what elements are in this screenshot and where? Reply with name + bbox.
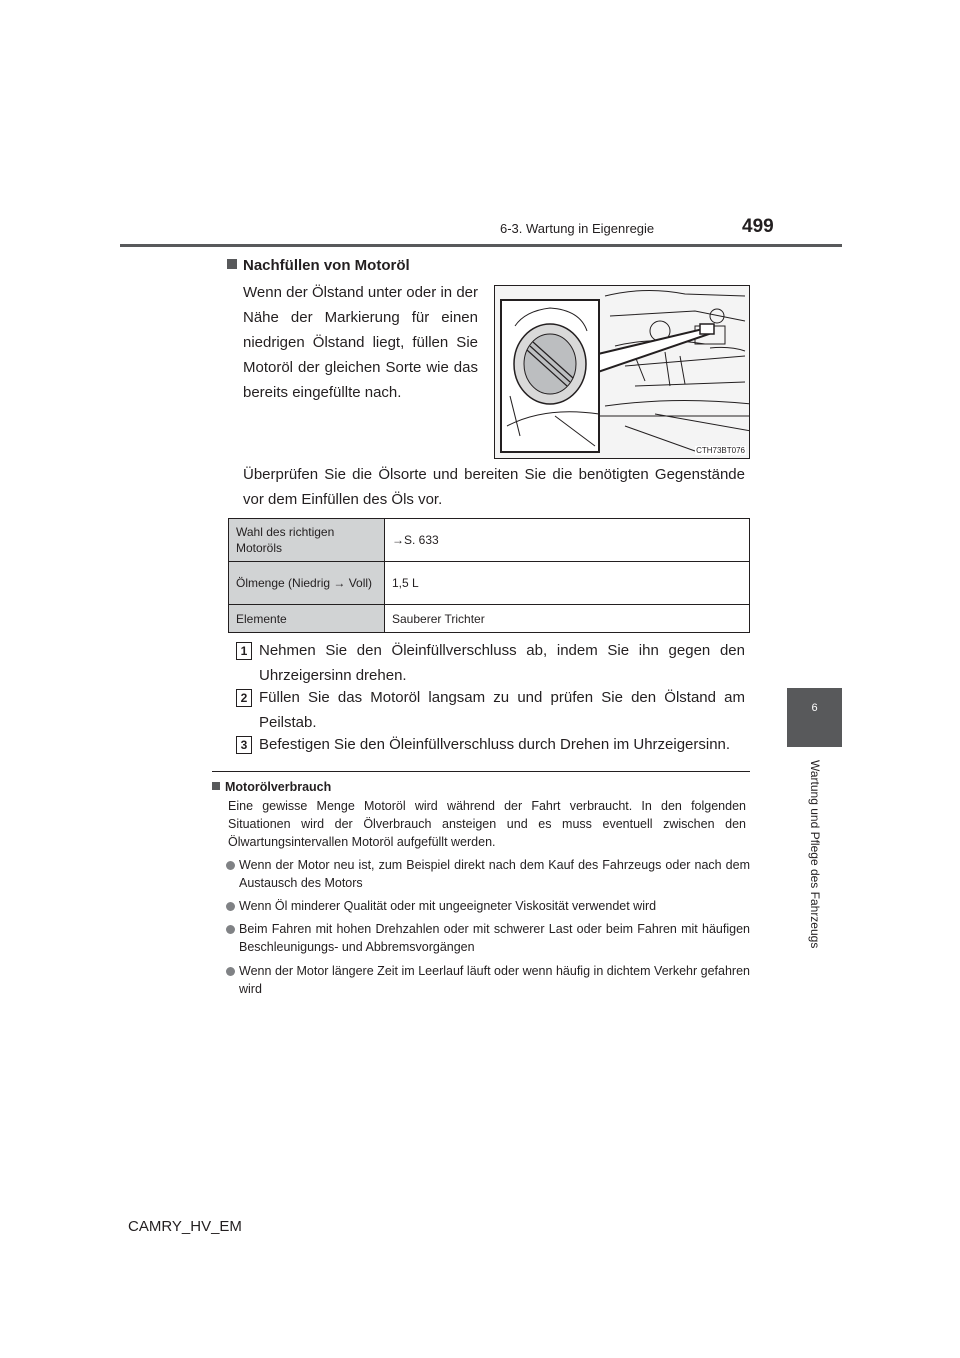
header-rule — [120, 244, 842, 247]
list-item: Wenn der Motor neu ist, zum Beispiel direkt nach dem Kauf des Fahrzeugs oder nach dem Austausch des Motors — [239, 858, 750, 890]
list-item: Wenn Öl minderer Qualität oder mit ungeeigneter Viskosität verwendet wird — [239, 899, 657, 913]
step-text: Befestigen Sie den Öleinfüllverschluss durch Drehen im Uhrzeigersinn. — [259, 736, 731, 753]
chapter-title: Wartung und Pflege des Fahrzeugs — [808, 760, 822, 949]
table-key: Ölmenge (Niedrig → Voll) — [229, 562, 385, 605]
note-rule — [212, 771, 750, 772]
section-heading — [227, 257, 410, 274]
square-bullet-icon — [227, 259, 237, 269]
bullet-dot-icon — [226, 902, 235, 911]
engine-oil-cap-figure — [494, 285, 750, 459]
table-value: →S. 633 — [385, 519, 750, 562]
section-intro: Wenn der Ölstand unter oder in der Nähe der Markierung für einen niedrigen Ölstand liegt, füllen Sie Motoröl der gleichen Sorte wie das bereits eingefüllte nach. — [243, 284, 478, 401]
section-heading-text: Nachfüllen von Motoröl — [243, 257, 410, 274]
table-row — [229, 605, 750, 633]
list-item: Wenn der Motor längere Zeit im Leerlauf läuft oder wenn häufig in dichtem Verkehr gefahren wird — [239, 964, 750, 996]
step-number: 3 — [236, 736, 252, 754]
note-intro: Eine gewisse Menge Motoröl wird während der Fahrt verbraucht. In den folgenden Situationen wird der Ölverbrauch ansteigen und es muss eventuell zwischen den Ölwartungsintervallen Motoröl aufgefüllt werden. — [228, 799, 746, 849]
table-row — [229, 519, 750, 562]
footer-model-code: CAMRY_HV_EM — [128, 1218, 242, 1235]
table-row — [229, 562, 750, 605]
header-section-title: 6-3. Wartung in Eigenregie — [500, 221, 655, 236]
table-value: Sauberer Trichter — [385, 605, 750, 633]
section-intro-2: Überprüfen Sie die Ölsorte und bereiten Sie die benötigten Gegenstände vor dem Einfüllen des Öls vor. — [243, 466, 745, 508]
table-key: Wahl des richtigen Motoröls — [229, 519, 385, 562]
step-number: 2 — [236, 689, 252, 707]
note-heading-text: Motorölverbrauch — [225, 780, 332, 794]
oil-spec-table — [228, 518, 750, 633]
bullet-dot-icon — [226, 861, 235, 870]
bullet-dot-icon — [226, 925, 235, 934]
figure-code: CTH73BT076 — [696, 446, 745, 455]
table-value: 1,5 L — [385, 562, 750, 605]
note-heading — [212, 780, 331, 794]
page-number: 499 — [742, 216, 774, 237]
step-number: 1 — [236, 642, 252, 660]
chapter-tab — [787, 688, 842, 747]
bullet-dot-icon — [226, 967, 235, 976]
chapter-number: 6 — [811, 702, 818, 714]
list-item: Beim Fahren mit hohen Drehzahlen oder mit schwerer Last oder beim Fahren mit häufigen Beschleunigungs- und Abbremsvorgängen — [239, 922, 750, 954]
table-key: Elemente — [229, 605, 385, 633]
step-text: Füllen Sie das Motoröl langsam zu und prüfen Sie den Ölstand am Peilstab. — [259, 689, 745, 731]
engine-bay-illustration — [495, 286, 750, 459]
step-text: Nehmen Sie den Öleinfüllverschluss ab, indem Sie ihn gegen den Uhrzeigersinn drehen. — [259, 642, 745, 684]
square-bullet-icon — [212, 782, 220, 790]
